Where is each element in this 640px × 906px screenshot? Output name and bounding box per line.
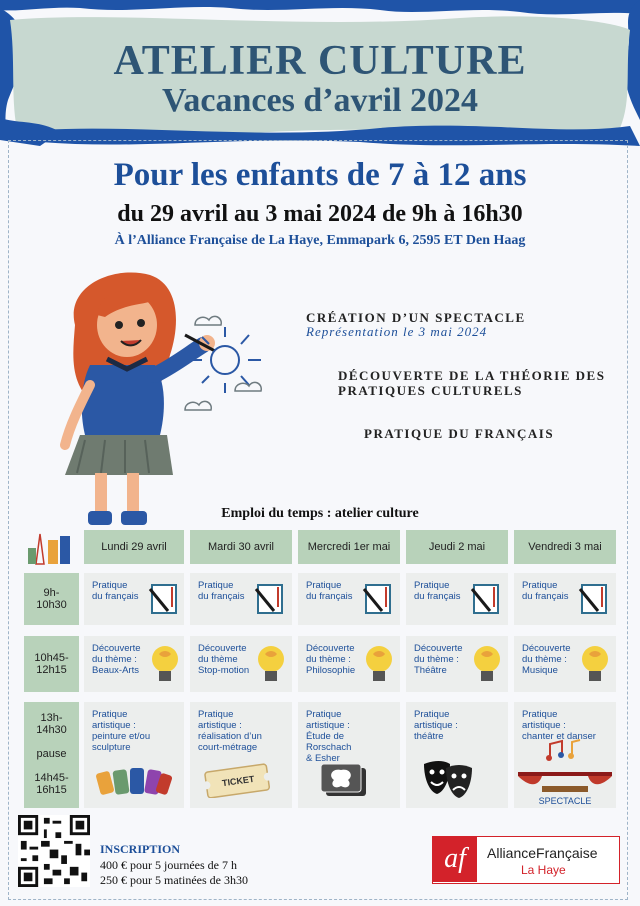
cell-r1-c3 [298,573,400,625]
time-slot-late-morning: 10h45- 12h15 [24,636,79,692]
cell-r1-c1 [84,573,184,625]
inscription-price-half: 250 € pour 5 matinées de 3h30 [100,873,248,887]
inscription-price-full: 400 € pour 5 journées de 7 h [100,858,237,872]
paint-tubes-icon [96,764,172,796]
cell-r3-c4 [406,702,508,808]
page-title: ATELIER CULTURE [113,38,527,84]
cell-r2-c2 [190,636,292,692]
day-header-1: Lundi 29 avril [84,530,184,564]
schedule-title: Emploi du temps : atelier culture [221,506,419,521]
cell-text: Découverte du thème : Philosophie [306,643,356,676]
day-header-2: Mardi 30 avril [190,530,292,564]
stage-label: SPECTACLE [538,796,592,806]
cell-text: Découverte du thème : Musique [522,643,571,676]
theater-masks-icon [420,760,476,800]
feature-show-date: Représentation le 3 mai 2024 [306,324,488,339]
cell-text: Pratique du français [414,580,461,602]
cell-text: Pratique du français [92,580,139,602]
cell-text: Pratique artistique : réalisation d’un court-métrage [198,709,262,753]
cell-r2-c4 [406,636,508,692]
cell-r1-c4 [406,573,508,625]
cell-r3-c2 [190,702,292,808]
location-text: À l’Alliance Française de La Haye, Emmapark 6, 2595 ET Den Haag [114,233,526,248]
af-logo-name: AllianceFrançaise [487,845,598,861]
af-logo-mark: af [433,837,477,882]
cell-r2-c1 [84,636,184,692]
qr-code-icon[interactable] [18,815,90,887]
time-slot-morning: 9h- 10h30 [24,573,79,625]
dates-heading: du 29 avril au 3 mai 2024 de 9h à 16h30 [117,201,523,227]
feature-french: PRATIQUE DU FRANÇAIS [364,426,555,441]
paris-landmarks-icon [26,532,74,566]
cell-r1-c5 [514,573,616,625]
audience-heading: Pour les enfants de 7 à 12 ans [113,157,527,193]
girl-drawing-illustration [55,265,285,535]
stage-curtain-icon [518,772,612,792]
inscription-title: INSCRIPTION [100,842,181,856]
cell-text: Pratique artistique : théâtre [414,709,458,742]
rorschach-cards-icon [318,762,370,798]
cell-text: Découverte du thème Stop-motion [198,643,250,676]
cell-text: Pratique du français [522,580,569,602]
cell-r3-c3 [298,702,400,808]
af-logo-city: La Haye [521,863,566,877]
cell-r2-c5 [514,636,616,692]
cell-r3-c1 [84,702,184,808]
day-header-3: Mercredi 1er mai [298,530,400,564]
cell-text: Découverte du thème : Beaux-Arts [92,643,141,676]
day-header-4: Jeudi 2 mai [406,530,508,564]
feature-theory-line2: PRATIQUES CULTURELS [338,383,523,398]
cell-text: Pratique du français [306,580,353,602]
cell-text: Découverte du thème : Théâtre [414,643,463,676]
cell-r2-c3 [298,636,400,692]
cell-r3-c5 [514,702,616,808]
cell-r1-c2 [190,573,292,625]
cell-text: Pratique artistique : Étude de Rorschach & Esher [306,709,352,764]
feature-theory-line1: DÉCOUVERTE DE LA THÉORIE DES [338,368,606,383]
day-header-5: Vendredi 3 mai [514,530,616,564]
page-subtitle: Vacances d’avril 2024 [161,82,479,119]
cell-text: Pratique artistique : chanter et danser [522,709,596,742]
cell-text: Pratique du français [198,580,245,602]
cell-text: Pratique artistique : peinture et/ou sculpture [92,709,151,753]
ticket-label: TICKET [221,773,255,789]
time-slot-afternoon: 13h- 14h30 pause 14h45- 16h15 [24,702,79,808]
alliance-francaise-logo[interactable] [432,836,620,884]
feature-show-title: CRÉATION D’UN SPECTACLE [306,310,526,325]
